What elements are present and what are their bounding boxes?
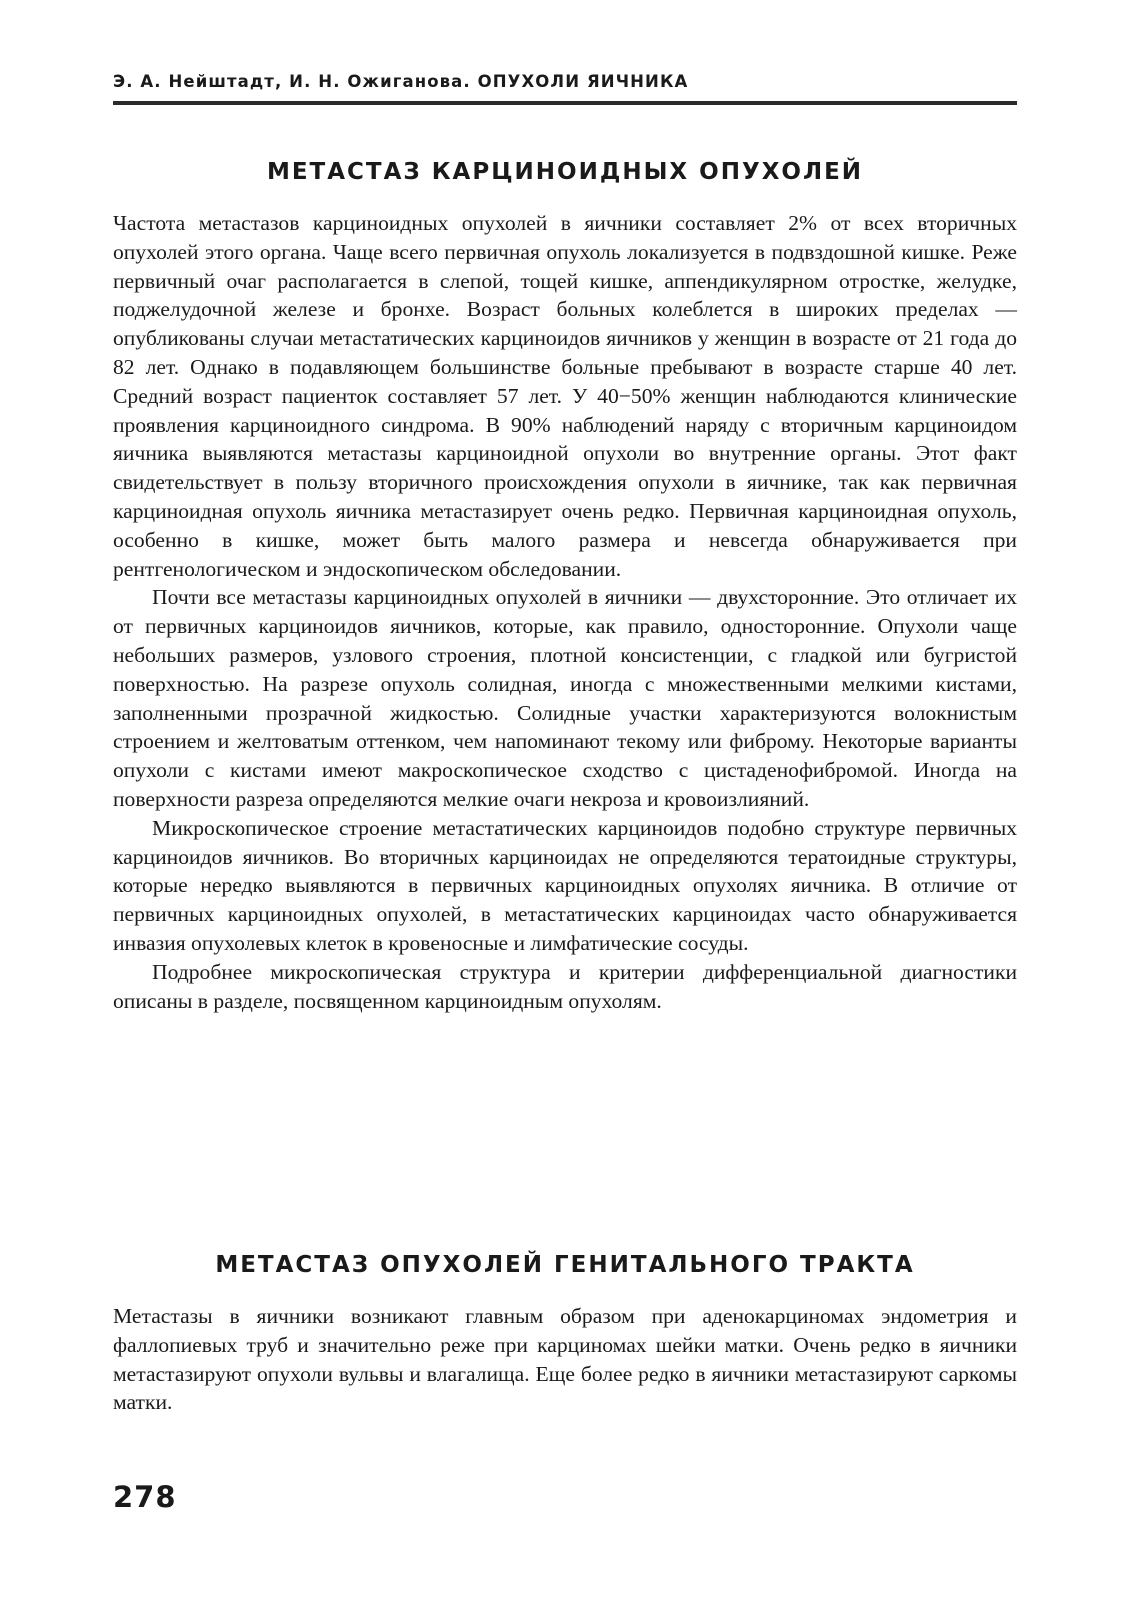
paragraph: Частота метастазов карциноидных опухолей в яичники составляет 2% от всех вторичных опухолей этого органа. Чаще всего первичная опухоль локализуется в подвздошной кишке. Реже первичный очаг располагается в слепой, тощей кишке, аппендикулярном отростке, желудке, поджелудочной железе и бронхе. Возраст больных колеблется в широких пределах — опубликованы случаи метастатических карциноидов яичников у женщин в возрасте от 21 года до 82 лет. Однако в подавляющем большинстве больные пребывают в возрасте старше 40 лет. Средний возраст пациенток составляет 57 лет. У 40−50% женщин наблюдаются клинические проявления карциноидного синдрома. В 90% наблюдений наряду с вторичным карциноидом яичника выявляются метастазы карциноидной опухоли во внутренние органы. Этот факт свидетельствует в пользу вторичного происхождения опухоли в яичнике, так как первичная карциноидная опухоль яичника метастазирует очень редко. Первичная карциноидная опухоль, особенно в кишке, может быть малого размера и невсегда обнаруживается при рентгенологическом и эндоскопическом обследовании. bbox=[113, 211, 1017, 581]
header-rule bbox=[113, 101, 1017, 105]
section-body-genital bbox=[113, 1302, 1017, 1417]
section-body-carcinoid bbox=[113, 209, 1017, 1015]
running-head: Э. А. Нейштадт, И. Н. Ожиганова. ОПУХОЛИ ЯИЧНИКА bbox=[113, 72, 689, 91]
page-number: 278 bbox=[113, 1480, 177, 1514]
section-heading-carcinoid: МЕТАСТАЗ КАРЦИНОИДНЫХ ОПУХОЛЕЙ bbox=[266, 159, 864, 185]
paragraph: Микроскопическое строение метастатических карциноидов подобно структуре первичных карциноидов яичников. Во вторичных карциноидах не определяются тератоидные структуры, которые нередко выявляются в первичных карциноидных опухолях яичника. В отличие от первичных карциноидных опухолей, в метастатических карциноидах часто обнаруживается инвазия опухолевых клеток в кровеносные и лимфатические сосуды. bbox=[113, 815, 1017, 955]
section-heading-genital: МЕТАСТАЗ ОПУХОЛЕЙ ГЕНИТАЛЬНОГО ТРАКТА bbox=[215, 1252, 915, 1278]
paragraph: Подробнее микроскопическая структура и критерии дифференциальной диагностики описаны в разделе, посвященном карциноидным опухолям. bbox=[113, 959, 1017, 1013]
paragraph: Почти все метастазы карциноидных опухолей в яичники — двухсторонние. Это отличает их от первичных карциноидов яичников, которые, как правило, односторонние. Опухоли чаще небольших размеров, узлового строения, плотной консистенции, с гладкой или бугристой поверхностью. На разрезе опухоль солидная, иногда с множественными мелкими кистами, заполненными прозрачной жидкостью. Солидные участки характеризуются волокнистым строением и желтоватым оттенком, чем напоминают текому или фиброму. Некоторые варианты опухоли с кистами имеют макроскопическое сходство с цистаденофибромой. Иногда на поверхности разреза определяются мелкие очаги некроза и кровоизлияний. bbox=[113, 585, 1017, 811]
paragraph: Метастазы в яичники возникают главным образом при аденокарциномах эндометрия и фаллопиевых труб и значительно реже при карциномах шейки матки. Очень редко в яичники метастазируют опухоли вульвы и влагалища. Еще более редко в яичники метастазируют саркомы матки. bbox=[113, 1304, 1017, 1415]
